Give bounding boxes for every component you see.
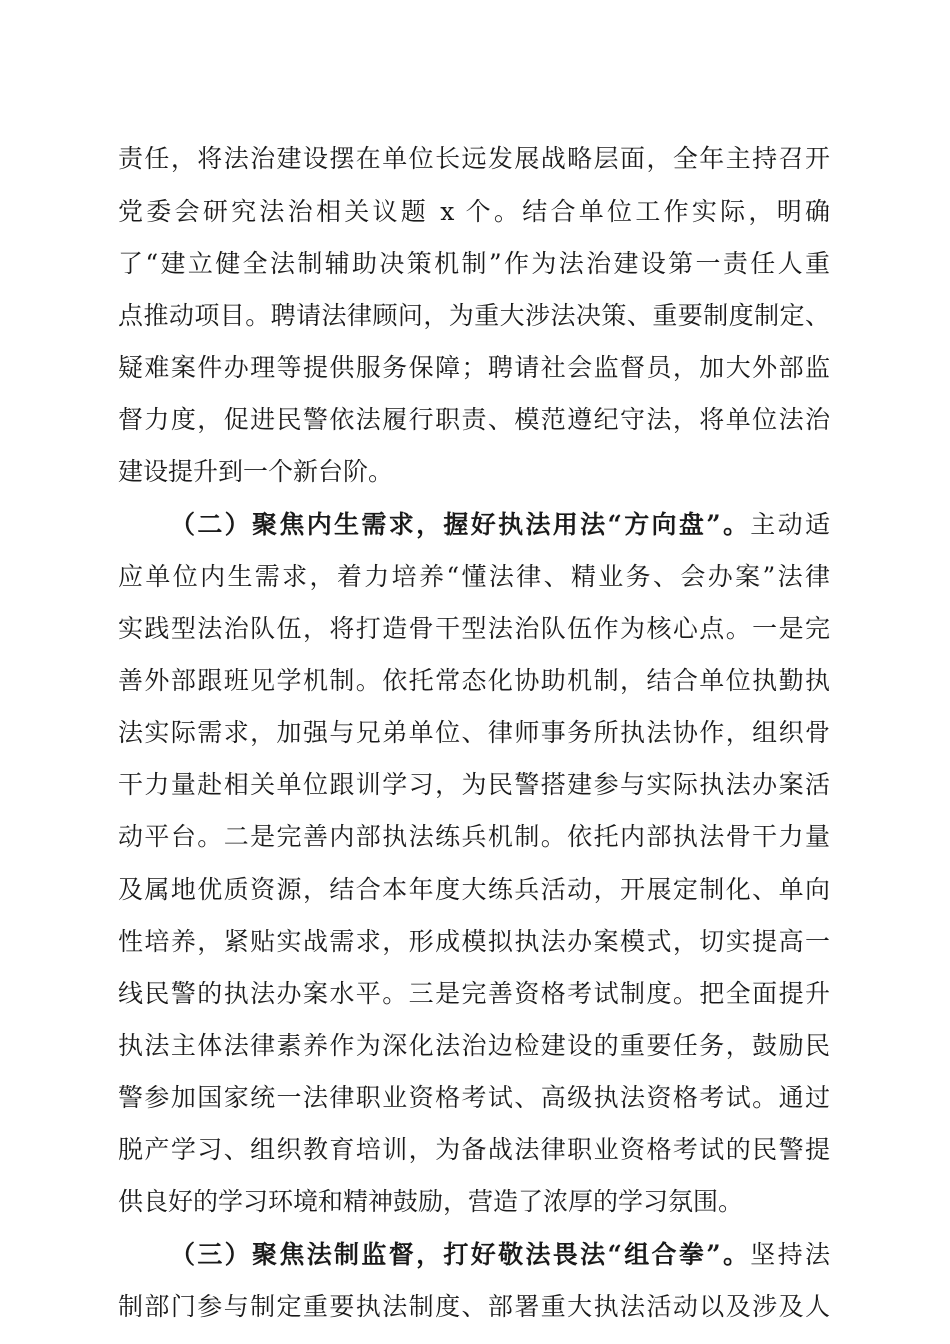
paragraph-line: 建设提升到一个新台阶。 xyxy=(118,457,394,486)
section-heading-2: （二）聚焦内生需求，握好执法用法“方向盘”。 xyxy=(170,510,751,539)
paragraph-line: 供良好的学习环境和精神鼓励，营造了浓厚的学习氛围。 xyxy=(118,1187,744,1216)
paragraph-line: 脱产学习、组织教育培训，为备战法律职业资格考试的民警提 xyxy=(118,1135,830,1164)
section-heading-3: （三）聚焦法制监督，打好敬法畏法“组合拳”。 xyxy=(170,1240,751,1269)
paragraph-line: 应单位内生需求，着力培养“懂法律、精业务、会办案”法律 xyxy=(118,562,830,591)
paragraph-line: 动平台。二是完善内部执法练兵机制。依托内部执法骨干力量 xyxy=(118,822,830,851)
paragraph-text: 坚持法 xyxy=(750,1240,830,1269)
paragraph-text: 主动适 xyxy=(750,510,830,539)
paragraph-line: 线民警的执法办案水平。三是完善资格考试制度。把全面提升 xyxy=(118,979,830,1008)
paragraph-line: 责任，将法治建设摆在单位长远发展战略层面，全年主持召开 xyxy=(118,144,830,173)
paragraph-line: 法实际需求，加强与兄弟单位、律师事务所执法协作，组织骨 xyxy=(118,718,830,747)
paragraph-line: 制部门参与制定重要执法制度、部署重大执法活动以及涉及人 xyxy=(118,1292,830,1321)
paragraph-line: 疑难案件办理等提供服务保障；聘请社会监督员，加大外部监 xyxy=(118,353,830,382)
paragraph-line: 实践型法治队伍，将打造骨干型法治队伍作为核心点。一是完 xyxy=(118,614,830,643)
section-heading-line xyxy=(170,1240,830,1270)
paragraph-line: 及属地优质资源，结合本年度大练兵活动，开展定制化、单向 xyxy=(118,875,830,904)
paragraph-line: 善外部跟班见学机制。依托常态化协助机制，结合单位执勤执 xyxy=(118,666,830,695)
paragraph-line: 点推动项目。聘请法律顾问，为重大涉法决策、重要制度制定、 xyxy=(118,301,830,330)
paragraph-line: 性培养，紧贴实战需求，形成模拟执法办案模式，切实提高一 xyxy=(118,927,830,956)
section-heading-line xyxy=(170,510,830,540)
paragraph-line: 警参加国家统一法律职业资格考试、高级执法资格考试。通过 xyxy=(118,1083,830,1112)
paragraph-line: 执法主体法律素养作为深化法治边检建设的重要任务，鼓励民 xyxy=(118,1031,830,1060)
paragraph-line: 督力度，促进民警依法履行职责、模范遵纪守法，将单位法治 xyxy=(118,405,830,434)
paragraph-line: 了“建立健全法制辅助决策机制”作为法治建设第一责任人重 xyxy=(118,249,830,278)
paragraph-line: 党委会研究法治相关议题 x 个。结合单位工作实际，明确 xyxy=(118,197,830,226)
paragraph-line: 干力量赴相关单位跟训学习，为民警搭建参与实际执法办案活 xyxy=(118,770,830,799)
